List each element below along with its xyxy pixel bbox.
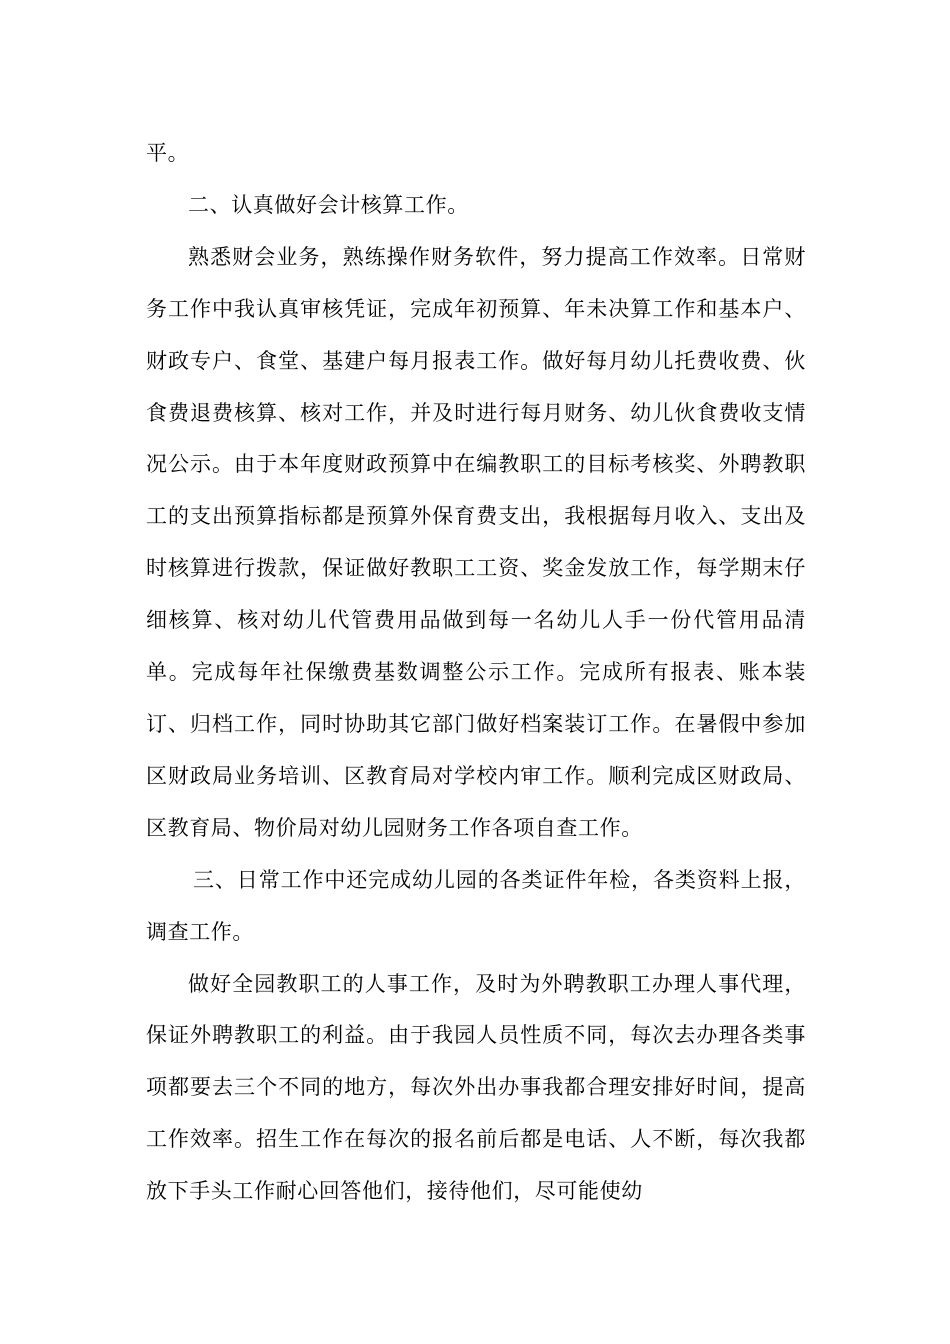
section-heading-2: 二、认真做好会计核算工作。 xyxy=(188,192,469,217)
paragraph-continuation: 平。 xyxy=(146,141,190,165)
paragraph-accounting: 熟悉财会业务，熟练操作财务软件，努力提高工作效率。日常财务工作中我认真审核凭证，完成年初预算、年未决算工作和基本户、财政专户、食堂、基建户每月报表工作。做好每月幼儿托费收费、伙食费退费核算、核对工作，并及时进行每月财务、幼儿伙食费收支情况公示。由于本年度财政预算中在编教职工的目标考核奖、外聘教职工的支出预算指标都是预算外保育费支出，我根据每月收入、支出及时核算进行拨款，保证做好教职工工资、奖金发放工作，每学期末仔细核算、核对幼儿代管费用品做到每一名幼儿人手一份代管用品清单。完成每年社保缴费基数调整公示工作。完成所有报表、账本装订、归档工作，同时协助其它部门做好档案装订工作。在暑假中参加区财政局业务培训、区教育局对学校内审工作。顺利完成区财政局、区教育局、物价局对幼儿园财务工作各项自查工作。 xyxy=(146,244,806,840)
paragraph-personnel: 做好全园教职工的人事工作，及时为外聘教职工办理人事代理，保证外聘教职工的利益。由于我园人员性质不同，每次去办理各类事项都要去三个不同的地方，每次外出办事我都合理安排好时间，提高工作效率。招生工作在每次的报名前后都是电话、人不断，每次我都放下手头工作耐心回答他们，接待他们，尽可能使幼 xyxy=(146,971,806,1204)
body-text xyxy=(146,128,806,1218)
section-heading-3: 三、日常工作中还完成幼儿园的各类证件年检，各类资料上报，调查工作。 xyxy=(146,867,806,944)
